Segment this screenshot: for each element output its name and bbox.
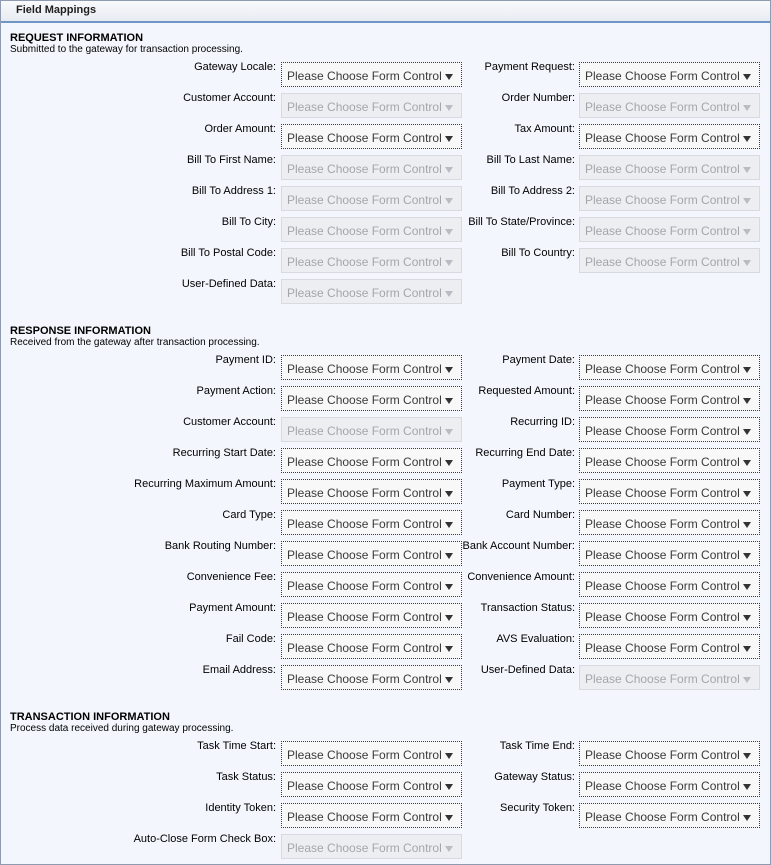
chevron-down-icon[interactable] — [445, 398, 453, 404]
field-label-bank-account-number: Bank Account Number: — [462, 540, 575, 552]
select-value: Please Choose Form Control — [287, 255, 442, 269]
chevron-down-icon[interactable] — [743, 584, 751, 590]
chevron-down-icon[interactable] — [445, 584, 453, 590]
chevron-down-icon[interactable] — [743, 553, 751, 559]
chevron-down-icon[interactable] — [445, 367, 453, 373]
field-label-customer-account: Customer Account: — [183, 416, 276, 428]
field-label-gateway-locale: Gateway Locale: — [194, 61, 276, 73]
chevron-down-icon[interactable] — [445, 815, 453, 821]
chevron-down-icon — [445, 429, 453, 435]
chevron-down-icon — [445, 105, 453, 111]
select-value: Please Choose Form Control — [585, 362, 740, 376]
chevron-down-icon — [743, 677, 751, 683]
chevron-down-icon[interactable] — [743, 398, 751, 404]
select-value: Please Choose Form Control — [287, 610, 442, 624]
select-value: Please Choose Form Control — [287, 131, 442, 145]
select-value: Please Choose Form Control — [287, 748, 442, 762]
field-label-avs-evaluation: AVS Evaluation: — [496, 633, 575, 645]
chevron-down-icon[interactable] — [743, 784, 751, 790]
select-value: Please Choose Form Control — [287, 393, 442, 407]
form-control-select-bank-account-number[interactable] — [579, 541, 760, 566]
chevron-down-icon[interactable] — [445, 491, 453, 497]
field-label-recurring-start-date: Recurring Start Date: — [172, 447, 276, 459]
field-label-user-defined-data: User-Defined Data: — [181, 278, 276, 290]
chevron-down-icon — [743, 167, 751, 173]
form-control-select-recurring-id[interactable] — [579, 417, 760, 442]
field-label-task-time-end: Task Time End: — [499, 740, 575, 752]
section-subtitle: Process data received during gateway processing. — [10, 723, 234, 734]
field-label-identity-token: Identity Token: — [205, 802, 276, 814]
field-label-order-number: Order Number: — [501, 92, 575, 104]
field-label-requested-amount: Requested Amount: — [478, 385, 575, 397]
field-label-bank-routing-number: Bank Routing Number: — [164, 540, 276, 552]
select-value: Please Choose Form Control — [585, 69, 740, 83]
select-value: Please Choose Form Control — [585, 393, 740, 407]
form-control-select-transaction-status[interactable] — [579, 603, 760, 628]
field-label-convenience-fee: Convenience Fee: — [186, 571, 276, 583]
select-value: Please Choose Form Control — [585, 486, 740, 500]
chevron-down-icon[interactable] — [743, 815, 751, 821]
chevron-down-icon — [445, 291, 453, 297]
select-value: Please Choose Form Control — [585, 579, 740, 593]
chevron-down-icon[interactable] — [445, 522, 453, 528]
chevron-down-icon[interactable] — [743, 646, 751, 652]
chevron-down-icon[interactable] — [743, 367, 751, 373]
field-label-payment-action: Payment Action: — [196, 385, 276, 397]
select-value: Please Choose Form Control — [287, 841, 442, 855]
select-value: Please Choose Form Control — [287, 672, 442, 686]
select-value: Please Choose Form Control — [287, 286, 442, 300]
form-control-select-tax-amount[interactable] — [579, 124, 760, 149]
section-title: TRANSACTION INFORMATION — [10, 711, 170, 723]
select-value: Please Choose Form Control — [287, 779, 442, 793]
chevron-down-icon — [743, 105, 751, 111]
select-value: Please Choose Form Control — [287, 362, 442, 376]
field-label-auto-close-form-check-box: Auto-Close Form Check Box: — [133, 833, 276, 845]
field-label-bill-to-country: Bill To Country: — [501, 247, 575, 259]
chevron-down-icon — [445, 229, 453, 235]
select-value: Please Choose Form Control — [585, 100, 740, 114]
select-value: Please Choose Form Control — [585, 193, 740, 207]
field-label-security-token: Security Token: — [499, 802, 575, 814]
field-label-fail-code: Fail Code: — [225, 633, 276, 645]
form-control-select-convenience-amount[interactable] — [579, 572, 760, 597]
field-label-payment-request: Payment Request: — [484, 61, 575, 73]
field-label-card-type: Card Type: — [222, 509, 276, 521]
select-value: Please Choose Form Control — [585, 162, 740, 176]
field-label-payment-id: Payment ID: — [215, 354, 276, 366]
select-value: Please Choose Form Control — [287, 100, 442, 114]
field-label-recurring-maximum-amount: Recurring Maximum Amount: — [134, 478, 276, 490]
select-value: Please Choose Form Control — [585, 748, 740, 762]
select-value: Please Choose Form Control — [585, 455, 740, 469]
field-label-gateway-status: Gateway Status: — [494, 771, 575, 783]
form-control-select-avs-evaluation[interactable] — [579, 634, 760, 659]
select-value: Please Choose Form Control — [585, 424, 740, 438]
form-control-select-payment-request[interactable] — [579, 62, 760, 87]
chevron-down-icon[interactable] — [743, 136, 751, 142]
chevron-down-icon[interactable] — [445, 677, 453, 683]
chevron-down-icon[interactable] — [445, 74, 453, 80]
select-value: Please Choose Form Control — [585, 641, 740, 655]
form-control-select-user-defined-data — [579, 665, 760, 690]
form-control-select-requested-amount[interactable] — [579, 386, 760, 411]
field-label-recurring-end-date: Recurring End Date: — [475, 447, 575, 459]
field-label-bill-to-stateprovince: Bill To State/Province: — [468, 216, 575, 228]
section-title: REQUEST INFORMATION — [10, 32, 144, 44]
section-title: RESPONSE INFORMATION — [10, 325, 151, 337]
select-value: Please Choose Form Control — [287, 193, 442, 207]
panel-title: Field Mappings — [16, 4, 97, 16]
form-control-select-bill-to-country — [579, 248, 760, 273]
field-label-payment-date: Payment Date: — [502, 354, 575, 366]
select-value: Please Choose Form Control — [585, 255, 740, 269]
chevron-down-icon[interactable] — [743, 74, 751, 80]
chevron-down-icon — [445, 846, 453, 852]
select-value: Please Choose Form Control — [287, 486, 442, 500]
section-request-information — [10, 32, 243, 56]
select-value: Please Choose Form Control — [585, 779, 740, 793]
chevron-down-icon[interactable] — [445, 784, 453, 790]
chevron-down-icon[interactable] — [743, 429, 751, 435]
select-value: Please Choose Form Control — [585, 810, 740, 824]
form-control-select-bill-to-stateprovince — [579, 217, 760, 242]
select-value: Please Choose Form Control — [585, 517, 740, 531]
field-label-customer-account: Customer Account: — [183, 92, 276, 104]
field-label-bill-to-last-name: Bill To Last Name: — [486, 154, 575, 166]
select-value: Please Choose Form Control — [287, 69, 442, 83]
field-label-transaction-status: Transaction Status: — [480, 602, 575, 614]
form-control-select-order-number — [579, 93, 760, 118]
field-label-convenience-amount: Convenience Amount: — [467, 571, 575, 583]
form-control-select-bill-to-address-2 — [579, 186, 760, 211]
chevron-down-icon[interactable] — [743, 491, 751, 497]
section-transaction-information — [10, 711, 233, 735]
select-value: Please Choose Form Control — [287, 517, 442, 531]
select-value: Please Choose Form Control — [585, 610, 740, 624]
chevron-down-icon[interactable] — [743, 522, 751, 528]
select-value: Please Choose Form Control — [585, 131, 740, 145]
select-value: Please Choose Form Control — [287, 455, 442, 469]
form-control-select-gateway-status[interactable] — [579, 772, 760, 797]
chevron-down-icon[interactable] — [445, 460, 453, 466]
chevron-down-icon[interactable] — [445, 646, 453, 652]
field-label-card-number: Card Number: — [505, 509, 575, 521]
chevron-down-icon[interactable] — [445, 615, 453, 621]
select-value: Please Choose Form Control — [585, 548, 740, 562]
form-control-select-bill-to-last-name — [579, 155, 760, 180]
select-value: Please Choose Form Control — [287, 162, 442, 176]
field-label-order-amount: Order Amount: — [204, 123, 276, 135]
select-value: Please Choose Form Control — [287, 641, 442, 655]
field-label-payment-type: Payment Type: — [501, 478, 575, 490]
field-label-bill-to-address-2: Bill To Address 2: — [490, 185, 575, 197]
chevron-down-icon — [743, 198, 751, 204]
field-label-recurring-id: Recurring ID: — [510, 416, 575, 428]
chevron-down-icon — [445, 167, 453, 173]
select-value: Please Choose Form Control — [287, 810, 442, 824]
select-value: Please Choose Form Control — [287, 548, 442, 562]
chevron-down-icon[interactable] — [445, 753, 453, 759]
form-control-select-payment-date[interactable] — [579, 355, 760, 380]
chevron-down-icon — [445, 260, 453, 266]
field-label-bill-to-city: Bill To City: — [221, 216, 276, 228]
chevron-down-icon — [743, 260, 751, 266]
select-value: Please Choose Form Control — [287, 224, 442, 238]
field-label-task-time-start: Task Time Start: — [197, 740, 276, 752]
form-control-select-auto-close-form-check-box — [281, 834, 462, 859]
section-subtitle: Received from the gateway after transaction processing. — [10, 337, 260, 348]
chevron-down-icon[interactable] — [743, 753, 751, 759]
chevron-down-icon — [445, 198, 453, 204]
form-control-select-user-defined-data — [281, 279, 462, 304]
form-control-select-card-number[interactable] — [579, 510, 760, 535]
field-label-bill-to-first-name: Bill To First Name: — [186, 154, 276, 166]
select-value: Please Choose Form Control — [287, 579, 442, 593]
field-label-user-defined-data: User-Defined Data: — [480, 664, 575, 676]
section-response-information — [10, 325, 260, 349]
chevron-down-icon[interactable] — [445, 136, 453, 142]
form-control-select-security-token[interactable] — [579, 803, 760, 828]
select-value: Please Choose Form Control — [585, 672, 740, 686]
field-label-tax-amount: Tax Amount: — [514, 123, 575, 135]
field-label-email-address: Email Address: — [202, 664, 276, 676]
field-label-task-status: Task Status: — [216, 771, 276, 783]
field-label-bill-to-address-1: Bill To Address 1: — [191, 185, 276, 197]
field-label-bill-to-postal-code: Bill To Postal Code: — [180, 247, 276, 259]
field-label-payment-amount: Payment Amount: — [189, 602, 276, 614]
form-control-select-recurring-end-date[interactable] — [579, 448, 760, 473]
chevron-down-icon[interactable] — [445, 553, 453, 559]
panel-header — [1, 1, 770, 23]
form-control-select-task-time-end[interactable] — [579, 741, 760, 766]
chevron-down-icon[interactable] — [743, 460, 751, 466]
select-value: Please Choose Form Control — [287, 424, 442, 438]
chevron-down-icon[interactable] — [743, 615, 751, 621]
select-value: Please Choose Form Control — [585, 224, 740, 238]
chevron-down-icon — [743, 229, 751, 235]
section-subtitle: Submitted to the gateway for transaction processing. — [10, 44, 243, 55]
form-control-select-payment-type[interactable] — [579, 479, 760, 504]
